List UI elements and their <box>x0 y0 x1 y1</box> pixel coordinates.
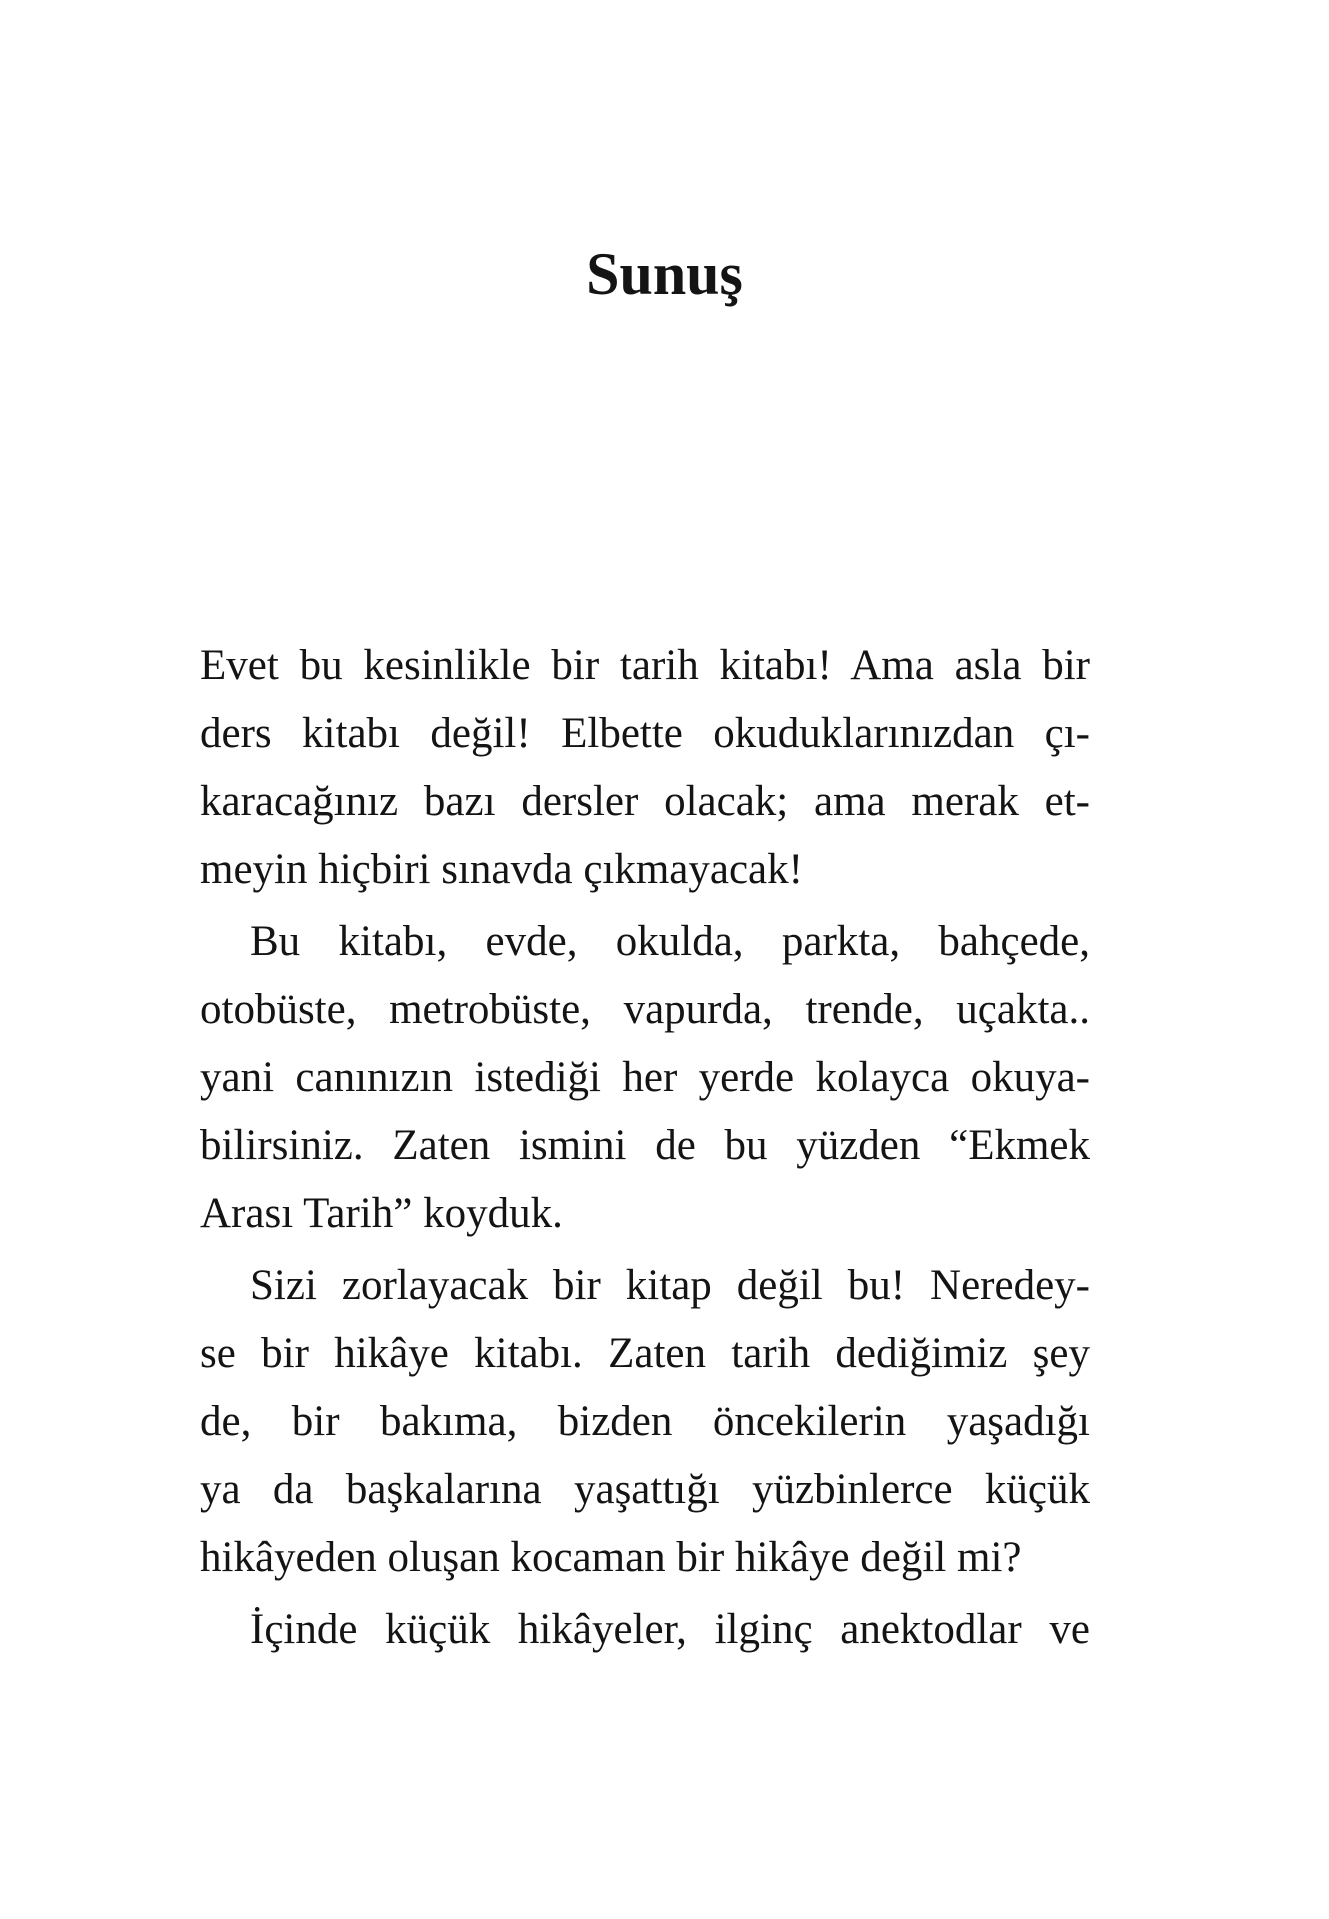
text-line: yani canınızın istediği her yerde kolayca okuya- <box>200 1054 1090 1101</box>
text-line: Arası Tarih” koyduk. <box>200 1190 563 1237</box>
paragraph-3 <box>200 1252 1090 1592</box>
text-line: hikâyeden oluşan kocaman bir hikâye değil mi? <box>200 1534 1022 1581</box>
text-line: meyin hiçbiri sınavda çıkmayacak! <box>200 846 803 893</box>
text-line: Evet bu kesinlikle bir tarih kitabı! Ama asla bir <box>200 642 1090 689</box>
paragraph-1 <box>200 632 1090 904</box>
text-line: otobüste, metrobüste, vapurda, trende, uçakta.. <box>200 986 1090 1033</box>
body-text <box>200 632 1090 1664</box>
text-line: Bu kitabı, evde, okulda, parkta, bahçede, <box>250 918 1090 965</box>
text-line: bilirsiniz. Zaten ismini de bu yüzden “Ekmek <box>200 1122 1090 1169</box>
page-title: Sunuş <box>586 241 743 307</box>
text-line: se bir hikâye kitabı. Zaten tarih dediğimiz şey <box>200 1330 1090 1377</box>
text-line: ya da başkalarına yaşattığı yüzbinlerce küçük <box>200 1466 1090 1513</box>
text-line: İçinde küçük hikâyeler, ilginç anektodlar ve <box>250 1606 1090 1653</box>
text-line: ders kitabı değil! Elbette okuduklarınızdan çı- <box>200 710 1090 757</box>
paragraph-2 <box>200 908 1090 1248</box>
paragraph-4 <box>200 1596 1090 1664</box>
text-line: de, bir bakıma, bizden öncekilerin yaşadığı <box>200 1398 1090 1445</box>
text-line: karacağınız bazı dersler olacak; ama merak et- <box>200 778 1090 825</box>
text-line: Sizi zorlayacak bir kitap değil bu! Neredey- <box>250 1262 1090 1309</box>
